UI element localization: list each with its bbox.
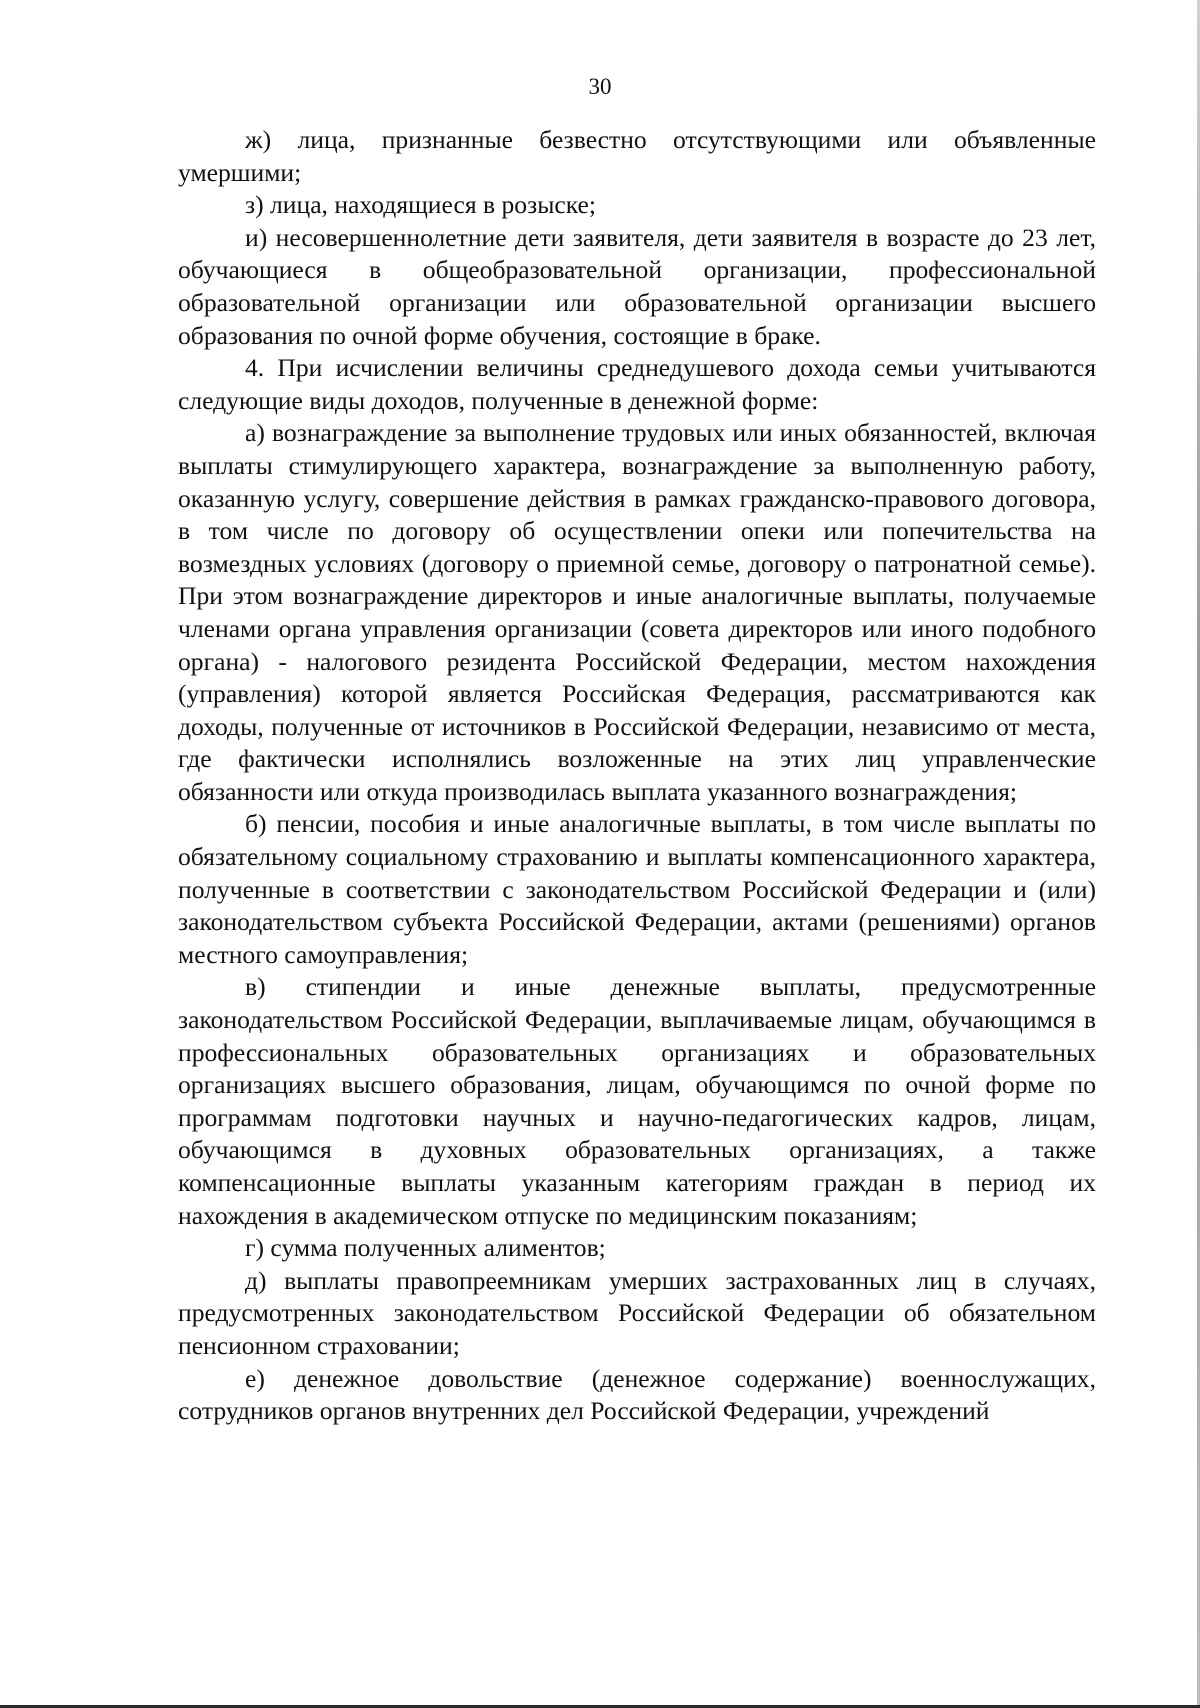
paragraph-4: 4. При исчислении величины среднедушевого дохода семьи учитываются следующие виды доходов, полученные в денежной форме:	[178, 353, 1096, 415]
paragraph-g: г) сумма полученных алиментов;	[245, 1233, 606, 1263]
page-number: 30	[588, 74, 612, 99]
paragraph-e: е) денежное довольствие (денежное содержание) военнослужащих, сотрудников органов внутренних дел Российской Федерации, учреждений	[178, 1363, 1096, 1426]
paragraph-zh: ж) лица, признанные безвестно отсутствующими или объявленные умершими;	[178, 125, 1096, 187]
paragraph-z: з) лица, находящиеся в розыске;	[245, 190, 597, 220]
paragraph-i: и) несовершеннолетние дети заявителя, дети заявителя в возрасте до 23 лет, обучающиеся в общеобразовательной организации, профессиональной образовательной организации или образовательной организации высшего образования по очной форме обучения, состоящие в браке.	[178, 222, 1096, 350]
paragraph-v: в) стипендии и иные денежные выплаты, предусмотренные законодательством Российской Федерации, выплачиваемые лицам, обучающимся в профессиональных образовательных организациях и образовательных организациях высшего образования, лицам, обучающимся по очной форме по программам подготовки научных и научно-педагогических кадров, лицам, обучающимся в духовных образовательных организациях, а также компенсационные выплаты указанным категориям граждан в период их нахождения в академическом отпуске по медицинским показаниям;	[178, 972, 1096, 1230]
document-body	[178, 124, 1096, 1428]
paragraph-a: а) вознаграждение за выполнение трудовых или иных обязанностей, включая выплаты стимулирующего характера, вознаграждение за выполненную работу, оказанную услугу, совершение действия в рамках гражданско-правового договора, в том числе по договору об осуществлении опеки или попечительства на возмездных условиях (договору о приемной семье, договору о патронатной семье). При этом вознаграждение директоров и иные аналогичные выплаты, получаемые членами органа управления организации (совета директоров или иного подобного органа) - налогового резидента Российской Федерации, местом нахождения (управления) которой является Российская Федерация, рассматриваются как доходы, полученные от источников в Российской Федерации, независимо от места, где фактически исполнялись возложенные на этих лиц управленческие обязанности или откуда производилась выплата указанного вознаграждения;	[178, 418, 1096, 806]
paragraph-b: б) пенсии, пособия и иные аналогичные выплаты, в том числе выплаты по обязательному социальному страхованию и выплаты компенсационного характера, полученные в соответствии с законодательством Российской Федерации и (или) законодательством субъекта Российской Федерации, актами (решениями) органов местного самоуправления;	[178, 809, 1096, 969]
paragraph-d: д) выплаты правопреемникам умерших застрахованных лиц в случаях, предусмотренных законодательством Российской Федерации об обязательном пенсионном страховании;	[178, 1265, 1096, 1360]
